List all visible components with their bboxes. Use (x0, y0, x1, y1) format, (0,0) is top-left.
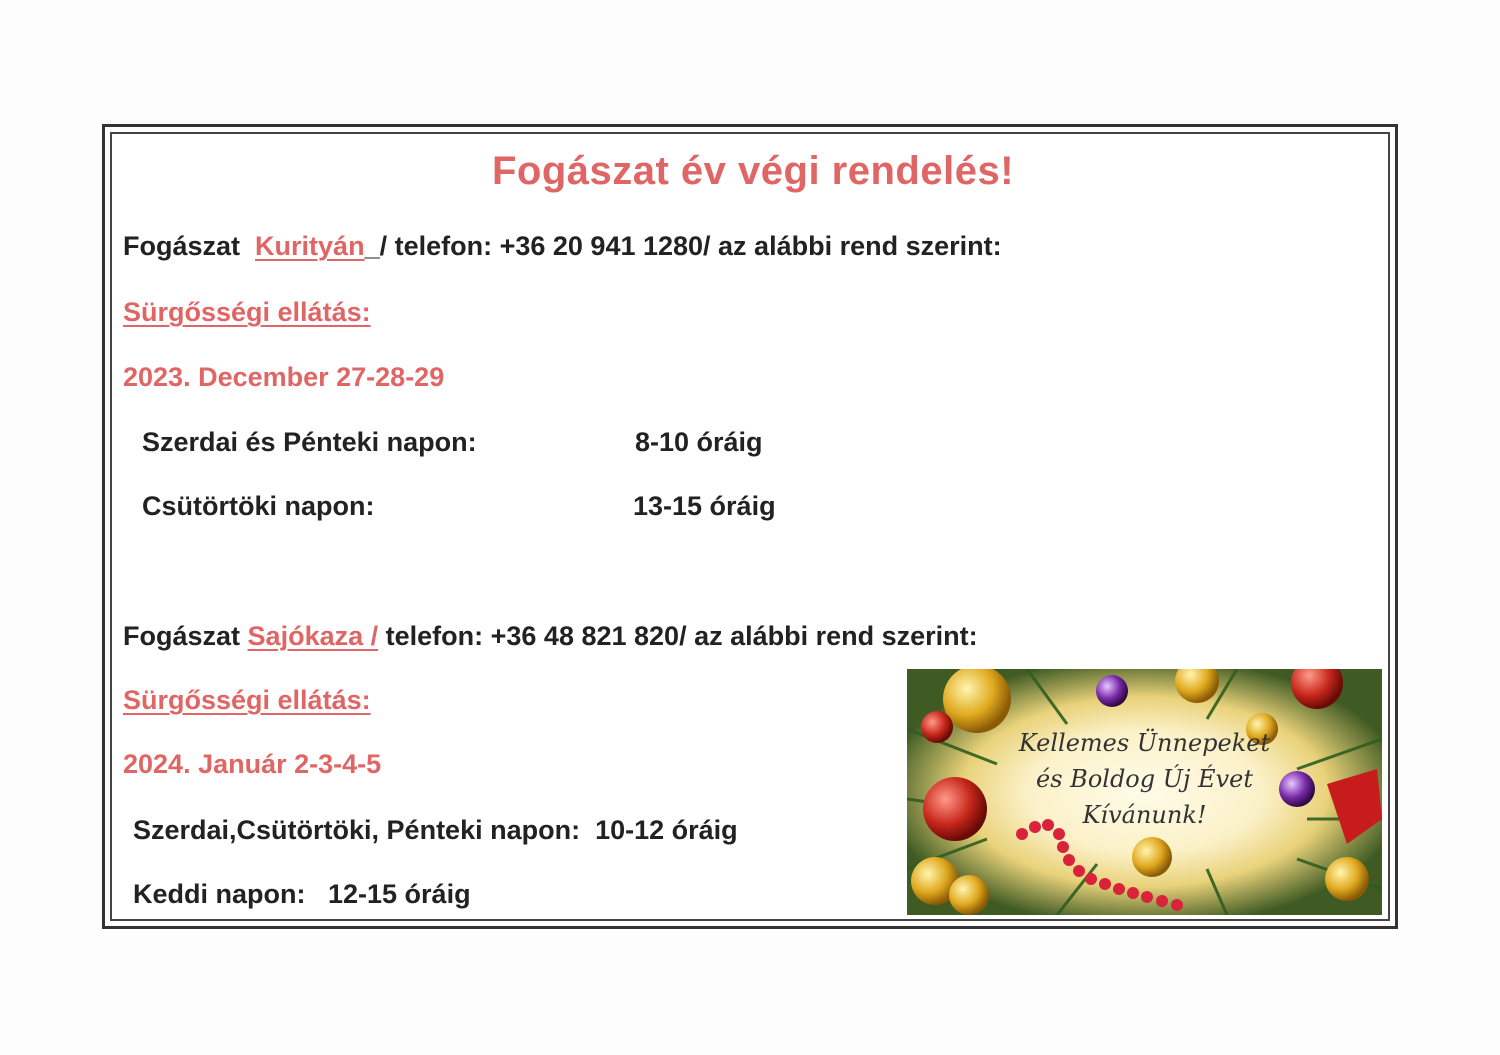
section2-row2 (133, 879, 471, 910)
notice-frame (102, 124, 1398, 929)
section2-row2-day: Keddi napon: (133, 879, 306, 909)
section2-prefix: Fogászat (123, 621, 241, 651)
section1-row2-day: Csütörtöki napon: (142, 491, 375, 521)
section1-phone: _/ telefon: +36 20 941 1280/ az alábbi rend szerint: (364, 231, 1002, 261)
section2-place: Sajókaza / (247, 621, 379, 651)
section2-row1 (133, 815, 738, 846)
section1-prefix: Fogászat (123, 231, 241, 261)
section2-phone: telefon: +36 48 821 820/ az alábbi rend szerint: (385, 621, 978, 651)
section1-place: Kurityán (255, 231, 365, 261)
section1-date: 2023. December 27-28-29 (123, 362, 445, 392)
section2-date: 2024. Január 2-3-4-5 (123, 749, 382, 779)
greeting-line2: és Boldog Új Évet (1036, 765, 1253, 793)
section2-row1-day: Szerdai,Csütörtöki, Pénteki napon: (133, 815, 581, 845)
greeting-line1: Kellemes Ünnepeket (1018, 729, 1271, 757)
section2-urgent-label: Sürgősségi ellátás: (123, 685, 371, 715)
section1-row2-hours: 13-15 óráig (633, 491, 776, 521)
section2-header (123, 621, 978, 652)
section2-row2-hours: 12-15 óráig (328, 879, 471, 909)
section1-row1-day: Szerdai és Pénteki napon: (142, 427, 477, 457)
greeting-line3: Kívánunk! (1082, 801, 1207, 829)
section1-row1-hours: 8-10 óráig (635, 427, 763, 457)
section2-row1-hours: 10-12 óráig (595, 815, 738, 845)
section1-urgent-label: Sürgősségi ellátás: (123, 297, 371, 327)
holiday-greeting-card (907, 669, 1382, 915)
page-title: Fogászat év végi rendelés! (491, 149, 1015, 193)
section1-header (123, 231, 1002, 262)
